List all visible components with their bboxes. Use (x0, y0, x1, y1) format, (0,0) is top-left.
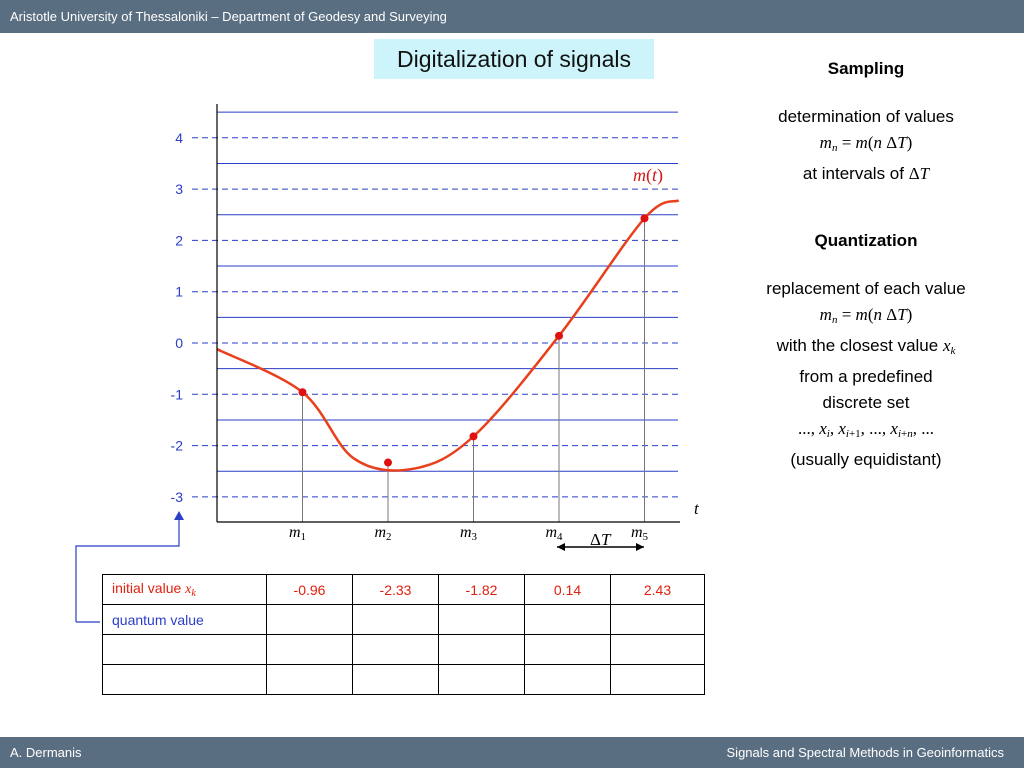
quantization-line7: (usually equidistant) (790, 450, 942, 469)
sample-point (555, 332, 563, 340)
footer-bar (0, 737, 1024, 768)
sample-stems (303, 218, 645, 522)
x-axis-label: t (694, 499, 699, 518)
table-cell (267, 665, 353, 695)
series-label: m(t) (633, 165, 664, 185)
table-row (103, 605, 705, 635)
row-label (103, 665, 267, 695)
sample-label: m3 (459, 524, 478, 543)
quantization-table (102, 574, 705, 695)
sampling-line1: determination of values (778, 107, 954, 126)
discrete-set-formula: ..., $x_i$, $x_{i+1}$, ..., $x_{i+n}$, ... (797, 419, 934, 440)
table-cell (439, 605, 525, 635)
author-text: A. Dermanis (10, 745, 82, 760)
sampling-formula: $m_n = m(n$ ΔT) (819, 133, 913, 154)
quantization-line4: from a predefined (799, 367, 933, 386)
table-cell (267, 635, 353, 665)
table-cell (525, 605, 611, 635)
signal-curve (217, 200, 679, 470)
table-cell: -0.96 (267, 575, 353, 605)
institution-text: Aristotle University of Thessaloniki – Department of Geodesy and Surveying (10, 9, 447, 24)
sample-label: m2 (374, 524, 392, 543)
quantization-line5: discrete set (822, 393, 910, 412)
y-tick-label: 2 (175, 232, 183, 249)
sampling-heading: Sampling (827, 59, 905, 78)
y-tick-label: 4 (175, 129, 183, 146)
row-label (103, 635, 267, 665)
table-cell: -2.33 (353, 575, 439, 605)
table-cell (267, 605, 353, 635)
table-cell (611, 605, 705, 635)
table-row (103, 575, 705, 605)
table-cell (353, 635, 439, 665)
table-cell (439, 635, 525, 665)
quantization-formula: $m_n = m(n$ ΔT) (819, 305, 913, 326)
sample-point (384, 459, 392, 467)
row-label-initial: initial value $x_k$ (103, 575, 267, 605)
y-tick-label: 3 (175, 181, 183, 198)
table-cell (525, 635, 611, 665)
table-cell (525, 665, 611, 695)
table-cell (611, 635, 705, 665)
sample-label: m4 (545, 524, 563, 543)
y-tick-label: 1 (175, 283, 183, 300)
interval-label: ΔT (590, 530, 611, 549)
y-tick-label: -2 (170, 437, 183, 454)
sample-points (299, 214, 649, 466)
sampling-line3: at intervals of ΔT (802, 164, 930, 183)
table-cell (353, 665, 439, 695)
sample-point (299, 388, 307, 396)
sample-point (641, 214, 649, 222)
table-cell: 0.14 (525, 575, 611, 605)
sample-point (470, 432, 478, 440)
table-cell (439, 665, 525, 695)
y-tick-label: -3 (170, 488, 183, 505)
table-cell (353, 605, 439, 635)
sample-label: m1 (288, 524, 307, 543)
table-row (103, 665, 705, 695)
row-label-quantum: quantum value (103, 605, 267, 635)
sample-label: m5 (630, 524, 649, 543)
table-cell: -1.82 (439, 575, 525, 605)
course-text: Signals and Spectral Methods in Geoinformatics (726, 745, 1004, 760)
table-cell (611, 665, 705, 695)
quantization-line1: replacement of each value (766, 279, 966, 298)
quantization-line3: with the closest value $x_k$ (776, 336, 956, 357)
y-tick-label: -1 (170, 386, 183, 403)
table-cell: 2.43 (611, 575, 705, 605)
y-tick-labels (171, 130, 184, 505)
quantization-heading: Quantization (814, 231, 918, 250)
y-tick-label: 0 (175, 335, 183, 351)
slide-title: Digitalization of signals (374, 39, 654, 79)
table-row (103, 635, 705, 665)
